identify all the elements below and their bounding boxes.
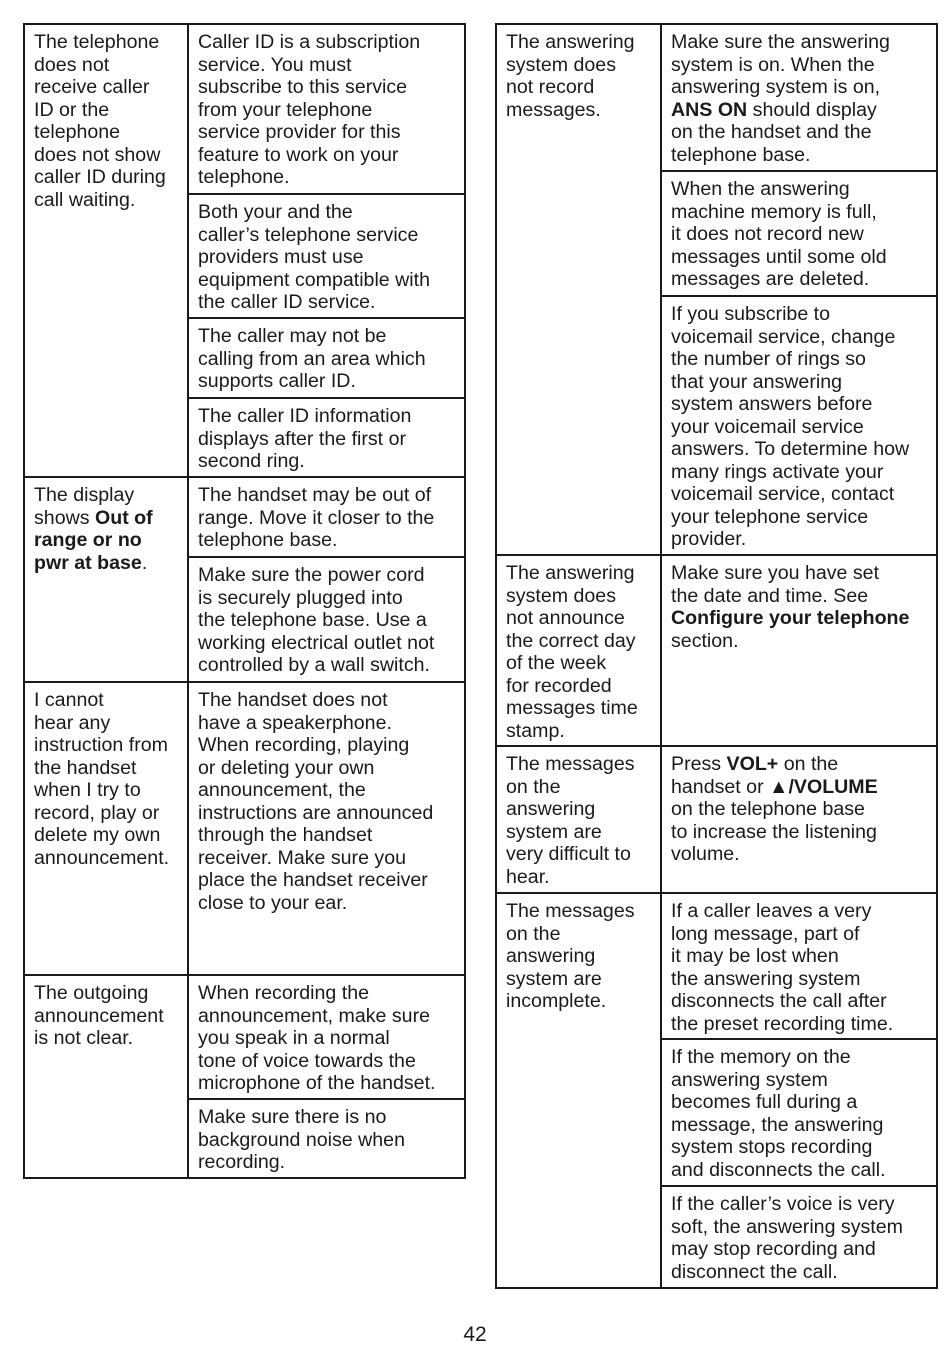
table-row — [25, 976, 464, 1177]
problem-text: The outgoing announcement is not clear. — [34, 982, 164, 1049]
solutions-cell — [189, 976, 464, 1177]
table-row — [497, 25, 936, 556]
solution-item — [662, 894, 936, 1040]
problem-text: The messages on the answering system are very difficult to hear. — [506, 753, 635, 888]
table-row — [25, 478, 464, 683]
solution-item — [662, 556, 936, 747]
solution-item — [189, 399, 464, 478]
solution-item — [662, 172, 936, 297]
solutions-cell — [189, 478, 464, 681]
troubleshooting-table-right — [495, 23, 938, 1289]
solutions-cell — [662, 747, 936, 892]
solution-item — [189, 319, 464, 399]
solution-item — [662, 297, 936, 556]
problem-cell — [497, 25, 662, 554]
problem-text: The answering system does not announce the correct day of the week for recorded messages time stamp. — [506, 562, 638, 742]
solution-item — [662, 747, 936, 894]
display-message: Out of range or no pwr at base — [34, 506, 153, 574]
problem-cell — [497, 747, 662, 892]
solutions-cell — [189, 25, 464, 476]
solution-text: The caller ID information displays after the first or second ring. — [198, 405, 412, 472]
solution-text: Caller ID is a subscription service. You must subscribe to this service from your telephone service provider for this feature to work on your telephone. — [198, 31, 421, 188]
solution-text: Press VOL+ on the handset or ▲/VOLUME on the telephone base to increase the listening volume. — [671, 753, 878, 865]
solution-text: If a caller leaves a very long message, part of it may be lost when the answering system disconnects the call after the preset recording time. — [671, 900, 894, 1035]
solution-item — [189, 558, 464, 683]
problem-text: The messages on the answering system are incomplete. — [506, 900, 635, 1012]
solutions-cell — [662, 25, 936, 554]
solution-text: The handset may be out of range. Move it closer to the telephone base. — [198, 484, 435, 551]
problem-text: I cannot hear any instruction from the handset when I try to record, play or delete my own announcement. — [34, 689, 170, 869]
troubleshooting-table-left — [23, 23, 466, 1179]
solution-item — [189, 976, 464, 1100]
solution-item — [189, 25, 464, 195]
problem-text: The display shows Out of range or no pwr at base. — [34, 484, 153, 574]
display-message: ANS ON — [671, 98, 748, 121]
solutions-cell — [662, 894, 936, 1287]
problem-text: The answering system does not record messages. — [506, 31, 635, 121]
page-number: 42 — [463, 1323, 487, 1346]
solution-item — [189, 478, 464, 558]
solutions-cell — [189, 683, 464, 974]
solution-text: Make sure the answering system is on. When the answering system is on, ANS ON should display on the handset and the telephone base. — [671, 31, 890, 166]
solutions-cell — [662, 556, 936, 745]
table-row — [497, 894, 936, 1287]
solution-item — [189, 195, 464, 319]
solution-text: The handset does not have a speakerphone. When recording, playing or deleting your own announcement, the instructions are announced through the handset receiver. Make sure you place the handset receiver close to your ear. — [198, 689, 434, 914]
solution-item — [662, 1040, 936, 1187]
solution-text: When recording the announcement, make sure you speak in a normal tone of voice towards the microphone of the handset. — [198, 982, 436, 1094]
solution-item — [662, 1187, 936, 1287]
table-row — [25, 683, 464, 976]
solution-item — [189, 683, 464, 976]
solution-text: If you subscribe to voicemail service, change the number of rings so that your answering system answers before your voicemail service answers. To determine how many rings activate your voicemail service, contact your telephone service provider. — [671, 303, 910, 550]
problem-cell — [25, 25, 189, 476]
table-row — [25, 25, 464, 478]
solution-text: Make sure you have set the date and time. See Configure your telephone section. — [671, 562, 910, 652]
solution-text: Make sure the power cord is securely plugged into the telephone base. Use a working electrical outlet not controlled by a wall switch. — [198, 564, 435, 676]
solution-item — [662, 25, 936, 172]
solution-text: If the caller’s voice is very soft, the answering system may stop recording and disconnect the call. — [671, 1193, 903, 1283]
section-reference: Configure your telephone — [671, 607, 910, 629]
problem-cell — [25, 478, 189, 681]
solution-text: Both your and the caller’s telephone service providers must use equipment compatible with the caller ID service. — [198, 201, 430, 313]
problem-cell — [497, 556, 662, 745]
solution-text: The caller may not be calling from an area which supports caller ID. — [198, 325, 426, 392]
problem-text: The telephone does not receive caller ID or the telephone does not show caller ID during call waiting. — [34, 31, 166, 211]
solution-text: Make sure there is no background noise when recording. — [198, 1106, 405, 1173]
key-name: VOL+ — [726, 753, 779, 775]
solution-text: If the memory on the answering system becomes full during a message, the answering system stops recording and disconnects the call. — [671, 1046, 886, 1181]
key-name: ▲/VOLUME — [769, 775, 878, 798]
table-row — [497, 556, 936, 747]
problem-cell — [25, 683, 189, 974]
table-row — [497, 747, 936, 894]
solution-text: When the answering machine memory is full, it does not record new messages until some old messages are deleted. — [671, 178, 887, 290]
problem-cell — [497, 894, 662, 1287]
solution-item — [189, 1100, 464, 1177]
problem-cell — [25, 976, 189, 1177]
